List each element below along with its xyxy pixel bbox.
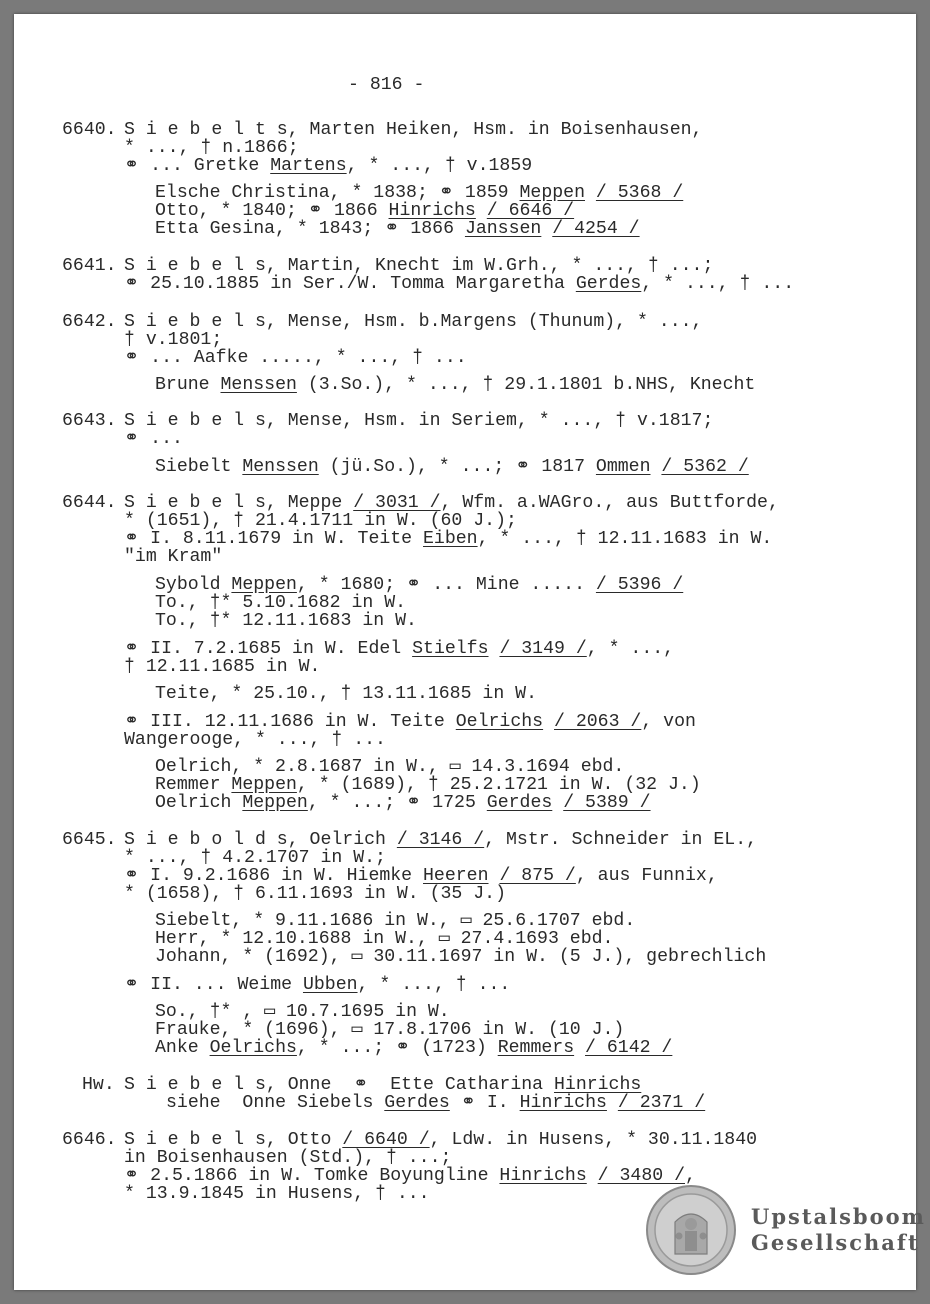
entry-line <box>124 731 386 749</box>
text-segment: in Boisenhausen (Std.), † ...; <box>124 1148 452 1168</box>
text-segment <box>587 1166 598 1186</box>
text-segment: * (1658), † 6.11.1693 in W. (35 J.) <box>124 884 506 904</box>
text-segment: * ..., † 4.2.1707 in W.; <box>124 848 386 868</box>
entry-line <box>124 548 222 566</box>
entry-line <box>124 494 779 512</box>
entry-line <box>124 430 183 448</box>
underlined-reference: / 6646 / <box>486 201 575 221</box>
text-segment: S i e b e l s, Meppe <box>124 493 354 513</box>
text-segment: , Mstr. Schneider in EL., <box>484 830 758 850</box>
underlined-reference: / 3149 / <box>499 639 587 659</box>
entry-number <box>62 257 117 275</box>
entry-line <box>124 412 713 430</box>
text-segment: † v.1801; <box>124 330 223 350</box>
text-segment: Brune <box>155 375 221 395</box>
text-segment: Oelrich, * 2.8.1687 in W., ▭ 14.3.1694 ebd. <box>155 757 625 777</box>
entry-line <box>155 1021 624 1039</box>
page-number: - 816 - <box>348 75 425 95</box>
entry-line <box>124 530 772 548</box>
underlined-reference: Hinrichs <box>519 1093 607 1113</box>
text-segment: Oelrich <box>155 793 243 813</box>
underlined-reference: Remmers <box>497 1038 575 1058</box>
underlined-reference: Janssen <box>464 219 542 239</box>
text-segment: , * ..., † ... <box>641 274 795 294</box>
text-segment: S i e b e l s, Mense, Hsm. b.Margens (Thunum), * ..., <box>124 312 703 332</box>
text-segment: , * ...; ⚭ (1723) <box>296 1038 498 1058</box>
entry-line <box>155 1003 450 1021</box>
text-segment: Frauke, * (1696), ▭ 17.8.1706 in W. (10 J.) <box>155 1020 625 1040</box>
entry-line <box>124 1167 696 1185</box>
seal-icon <box>645 1184 737 1276</box>
underlined-reference: Stielfs <box>412 639 489 659</box>
text-segment: (3.So.), * ..., † 29.1.1801 b.NHS, Knecht <box>296 375 756 395</box>
text-segment: siehe Onne Siebels <box>166 1093 385 1113</box>
text-segment: Etta Gesina, * 1843; ⚭ 1866 <box>155 219 465 239</box>
text-segment: Johann, * (1692), ▭ 30.11.1697 in W. (5 J.), gebrechlich <box>155 947 767 967</box>
entry-number <box>62 121 117 139</box>
entry-line <box>124 157 532 175</box>
underlined-reference: / 5389 / <box>563 793 651 813</box>
entry-number <box>62 412 117 430</box>
text-segment: S i e b o l d s, Oelrich <box>124 830 397 850</box>
text-segment: ⚭ I. 8.11.1679 in W. Teite <box>124 529 424 549</box>
text-segment <box>541 219 552 239</box>
entry-line <box>124 713 696 731</box>
entry-line <box>155 685 537 703</box>
entry-number <box>62 831 117 849</box>
underlined-reference: Oelrichs <box>209 1038 297 1058</box>
entry-number <box>82 1076 115 1094</box>
text-segment: , Wfm. a.WAGro., aus Buttforde, <box>440 493 779 513</box>
text-segment <box>585 183 596 203</box>
text-segment: , von <box>641 712 696 732</box>
text-segment: , * 1680; ⚭ ... Mine ..... <box>296 575 596 595</box>
text-segment: 6644. <box>62 493 117 513</box>
underlined-reference: / 2371 / <box>617 1093 706 1113</box>
upstalsboom-logo <box>645 1184 926 1276</box>
text-segment: "im Kram" <box>124 547 223 567</box>
underlined-reference: Meppen <box>519 183 585 203</box>
underlined-reference: Eiben <box>423 529 478 549</box>
text-segment <box>543 712 554 732</box>
text-segment: To., †* 12.11.1683 in W. <box>155 611 417 631</box>
entry-line <box>124 1076 641 1094</box>
text-segment: ⚭ 25.10.1885 in Ser./W. Tomma Margaretha <box>124 274 576 294</box>
entry-number <box>62 494 117 512</box>
text-segment: S i e b e l s, Otto <box>124 1130 343 1150</box>
text-segment: ⚭ II. 7.2.1685 in W. Edel <box>124 639 413 659</box>
entry-line <box>124 867 718 885</box>
text-segment: Herr, * 12.10.1688 in W., ▭ 27.4.1693 ebd. <box>155 929 614 949</box>
text-segment: Hw. <box>82 1075 115 1095</box>
entry-line <box>155 220 640 238</box>
text-segment: 6641. <box>62 256 117 276</box>
text-segment: , aus Funnix, <box>575 866 718 886</box>
entry-line <box>124 275 794 293</box>
underlined-reference: Meppen <box>231 575 297 595</box>
text-segment: , * ..., <box>586 639 675 659</box>
text-segment: † 12.11.1685 in W. <box>124 657 321 677</box>
entry-line <box>155 594 406 612</box>
entry-line <box>155 612 417 630</box>
entry-line <box>155 930 613 948</box>
logo-text-line1: Upstalsboom <box>751 1204 926 1229</box>
text-segment: Anke <box>155 1038 210 1058</box>
entry-line <box>124 1149 451 1167</box>
entry-line <box>155 794 651 812</box>
text-segment: ⚭ I. <box>449 1093 520 1113</box>
text-segment: , * (1689), † 25.2.1721 in W. (32 J.) <box>296 775 701 795</box>
text-segment <box>489 639 500 659</box>
entry-line <box>155 376 755 394</box>
entry-line <box>124 331 222 349</box>
text-segment: Sybold <box>155 575 232 595</box>
underlined-reference: / 6640 / <box>342 1130 430 1150</box>
entry-line <box>124 1185 430 1203</box>
entry-line <box>124 349 467 367</box>
entry-line <box>124 313 702 331</box>
underlined-reference: / 6142 / <box>585 1038 673 1058</box>
text-segment: * ..., † n.1866; <box>124 138 299 158</box>
entry-line <box>124 121 702 139</box>
entry-line <box>155 912 635 930</box>
text-segment: 6646. <box>62 1130 117 1150</box>
entry-line <box>155 758 624 776</box>
underlined-reference: Menssen <box>242 457 319 477</box>
text-segment: S i e b e l s, Mense, Hsm. in Seriem, * ..., † v.1817; <box>124 411 714 431</box>
underlined-reference: / 3031 / <box>353 493 441 513</box>
underlined-reference: / 875 / <box>499 866 576 886</box>
underlined-reference: Meppen <box>242 793 308 813</box>
logo-text-line2: Gesellschaft <box>751 1230 920 1255</box>
text-segment: Elsche Christina, * 1838; ⚭ 1859 <box>155 183 520 203</box>
underlined-reference: Menssen <box>220 375 297 395</box>
text-segment: ⚭ ... Gretke <box>124 156 271 176</box>
underlined-reference: Ubben <box>302 975 358 995</box>
entry-line <box>124 257 713 275</box>
entry-line <box>155 576 683 594</box>
text-segment <box>552 793 563 813</box>
underlined-reference: Oelrichs <box>455 712 544 732</box>
entry-line <box>155 948 766 966</box>
entry-line <box>124 976 510 994</box>
underlined-reference: / 2063 / <box>554 712 642 732</box>
text-segment <box>651 457 662 477</box>
underlined-reference: Ommen <box>595 457 651 477</box>
text-segment: , <box>685 1166 696 1186</box>
text-segment: ⚭ ... Aafke ....., * ..., † ... <box>124 348 467 368</box>
text-segment: Remmer <box>155 775 232 795</box>
text-segment: S i e b e l s, Onne ⚭ Ette Catharina <box>124 1075 554 1095</box>
entry-line <box>124 1131 757 1149</box>
text-segment: 6642. <box>62 312 117 332</box>
text-segment: S i e b e l t s, Marten Heiken, Hsm. in Boisenhausen, <box>124 120 703 140</box>
entry-number <box>62 313 117 331</box>
entry-line <box>155 458 749 476</box>
entry-line <box>155 184 683 202</box>
underlined-reference: Hinrichs <box>388 201 476 221</box>
underlined-reference: Meppen <box>231 775 297 795</box>
text-segment: , * ..., † v.1859 <box>346 156 533 176</box>
text-segment: , Ldw. in Husens, * 30.11.1840 <box>429 1130 758 1150</box>
text-segment: S i e b e l s, Martin, Knecht im W.Grh., * ..., † ...; <box>124 256 714 276</box>
entry-line <box>155 202 574 220</box>
text-segment: Otto, * 1840; ⚭ 1866 <box>155 201 389 221</box>
document-page <box>14 14 916 1290</box>
underlined-reference: / 3480 / <box>597 1166 685 1186</box>
underlined-reference: Hinrichs <box>553 1075 642 1095</box>
text-segment: ⚭ I. 9.2.1686 in W. Hiemke <box>124 866 424 886</box>
text-segment: Teite, * 25.10., † 13.11.1685 in W. <box>155 684 537 704</box>
text-segment <box>574 1038 585 1058</box>
entry-line <box>124 885 506 903</box>
underlined-reference: / 5368 / <box>595 183 684 203</box>
underlined-reference: / 5396 / <box>595 575 684 595</box>
text-segment: ⚭ 2.5.1866 in W. Tomke Boyungline <box>124 1166 500 1186</box>
entry-line <box>124 640 674 658</box>
entry-line <box>124 512 517 530</box>
text-segment <box>607 1093 618 1113</box>
entry-line <box>124 849 386 867</box>
underlined-reference: / 5362 / <box>661 457 749 477</box>
text-segment: , * ..., † ... <box>357 975 511 995</box>
entry-number <box>62 1131 117 1149</box>
text-segment: To., †* 5.10.1682 in W. <box>155 593 407 613</box>
text-segment: Wangerooge, * ..., † ... <box>124 730 386 750</box>
underlined-reference: Heeren <box>423 866 489 886</box>
underlined-reference: / 4254 / <box>552 219 640 239</box>
underlined-reference: Gerdes <box>384 1093 450 1113</box>
text-segment: * 13.9.1845 in Husens, † ... <box>124 1184 430 1204</box>
entry-line <box>124 139 299 157</box>
text-segment: , * ..., † 12.11.1683 in W. <box>477 529 773 549</box>
text-segment: , * ...; ⚭ 1725 <box>307 793 487 813</box>
entry-line <box>166 1094 705 1112</box>
text-segment: * (1651), † 21.4.1711 in W. (60 J.); <box>124 511 517 531</box>
entry-line <box>155 1039 672 1057</box>
text-segment: Siebelt, * 9.11.1686 in W., ▭ 25.6.1707 ebd. <box>155 911 636 931</box>
entry-line <box>124 831 757 849</box>
text-segment: So., †* , ▭ 10.7.1695 in W. <box>155 1002 450 1022</box>
text-segment <box>489 866 500 886</box>
text-segment <box>476 201 487 221</box>
underlined-reference: / 3146 / <box>396 830 485 850</box>
text-segment: Siebelt <box>155 457 243 477</box>
text-segment: ⚭ ... <box>124 429 183 449</box>
text-segment: (jü.So.), * ...; ⚭ 1817 <box>318 457 596 477</box>
text-segment: 6640. <box>62 120 117 140</box>
text-segment: ⚭ II. ... Weime <box>124 975 303 995</box>
underlined-reference: Gerdes <box>575 274 642 294</box>
text-segment: ⚭ III. 12.11.1686 in W. Teite <box>124 712 456 732</box>
entry-line <box>155 776 701 794</box>
underlined-reference: Gerdes <box>486 793 553 813</box>
entry-line <box>124 658 320 676</box>
underlined-reference: Martens <box>270 156 347 176</box>
underlined-reference: Hinrichs <box>499 1166 587 1186</box>
text-segment: 6643. <box>62 411 117 431</box>
text-segment: 6645. <box>62 830 117 850</box>
